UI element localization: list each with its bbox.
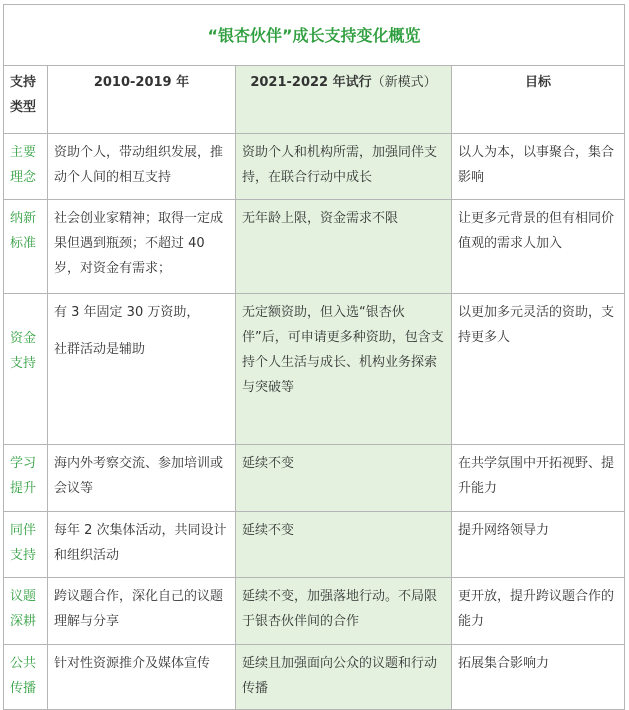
cell-goal: 在共学氛围中开拓视野、提升能力 [452,445,625,512]
row-label: 公共传播 [4,645,48,710]
row-label: 同伴支持 [4,512,48,578]
cell-2010-2019 [48,294,236,445]
cell-2010-2019: 海内外考察交流、参加培训或会议等 [48,445,236,512]
header-2021-2022 [236,66,452,134]
cell-goal: 让更多元背景的但有相同价值观的需求人加入 [452,200,625,294]
row-label: 议题深耕 [4,578,48,645]
row-label: 学习提升 [4,445,48,512]
overview-table [3,4,625,710]
table-title: “银杏伙伴”成长支持变化概览 [4,5,625,66]
cell-2021-2022: 延续且加强面向公众的议题和行动传播 [236,645,452,710]
cell-line: 有 3 年固定 30 万资助， [54,305,200,320]
cell-2010-2019: 资助个人，带动组织发展，推动个人间的相互支持 [48,134,236,200]
cell-2010-2019: 跨议题合作，深化自己的议题理解与分享 [48,578,236,645]
cell-2021-2022: 无年龄上限，资金需求不限 [236,200,452,294]
cell-goal: 拓展集合影响力 [452,645,625,710]
table-row [4,445,625,512]
cell-goal: 更开放，提升跨议题合作的能力 [452,578,625,645]
header-goal: 目标 [452,66,625,134]
cell-2021-2022: 资助个人和机构所需，加强同伴支持，在联合行动中成长 [236,134,452,200]
cell-goal: 以更加多元灵活的资助，支持更多人 [452,294,625,445]
table-row [4,645,625,710]
header-support-type: 支持类型 [4,66,48,134]
cell-line: 社群活动是辅助 [54,342,146,357]
cell-2010-2019: 每年 2 次集体活动，共同设计和组织活动 [48,512,236,578]
table-row [4,578,625,645]
cell-2010-2019: 社会创业家精神；取得一定成果但遇到瓶颈；不超过 40 岁，对资金有需求； [48,200,236,294]
table-row [4,200,625,294]
header-2010-2019: 2010-2019 年 [48,66,236,134]
cell-goal: 提升网络领导力 [452,512,625,578]
table-row [4,134,625,200]
row-label: 资金支持 [4,294,48,445]
table-row [4,294,625,445]
cell-goal: 以人为本，以事聚合，集合影响 [452,134,625,200]
row-label: 纳新标准 [4,200,48,294]
header-2021-2022-sub: （新模式） [371,75,437,90]
cell-2021-2022: 延续不变 [236,445,452,512]
table-row [4,512,625,578]
cell-2021-2022: 延续不变，加强落地行动。不局限于银杏伙伴间的合作 [236,578,452,645]
cell-2021-2022: 延续不变 [236,512,452,578]
row-label: 主要理念 [4,134,48,200]
header-2021-2022-main: 2021-2022 年试行 [250,75,372,90]
cell-2010-2019: 针对性资源推介及媒体宣传 [48,645,236,710]
cell-2021-2022: 无定额资助，但入选“银杏伙伴”后，可申请更多种资助，包含支持个人生活与成长、机构业务探索与突破等 [236,294,452,445]
header-row [4,66,625,134]
